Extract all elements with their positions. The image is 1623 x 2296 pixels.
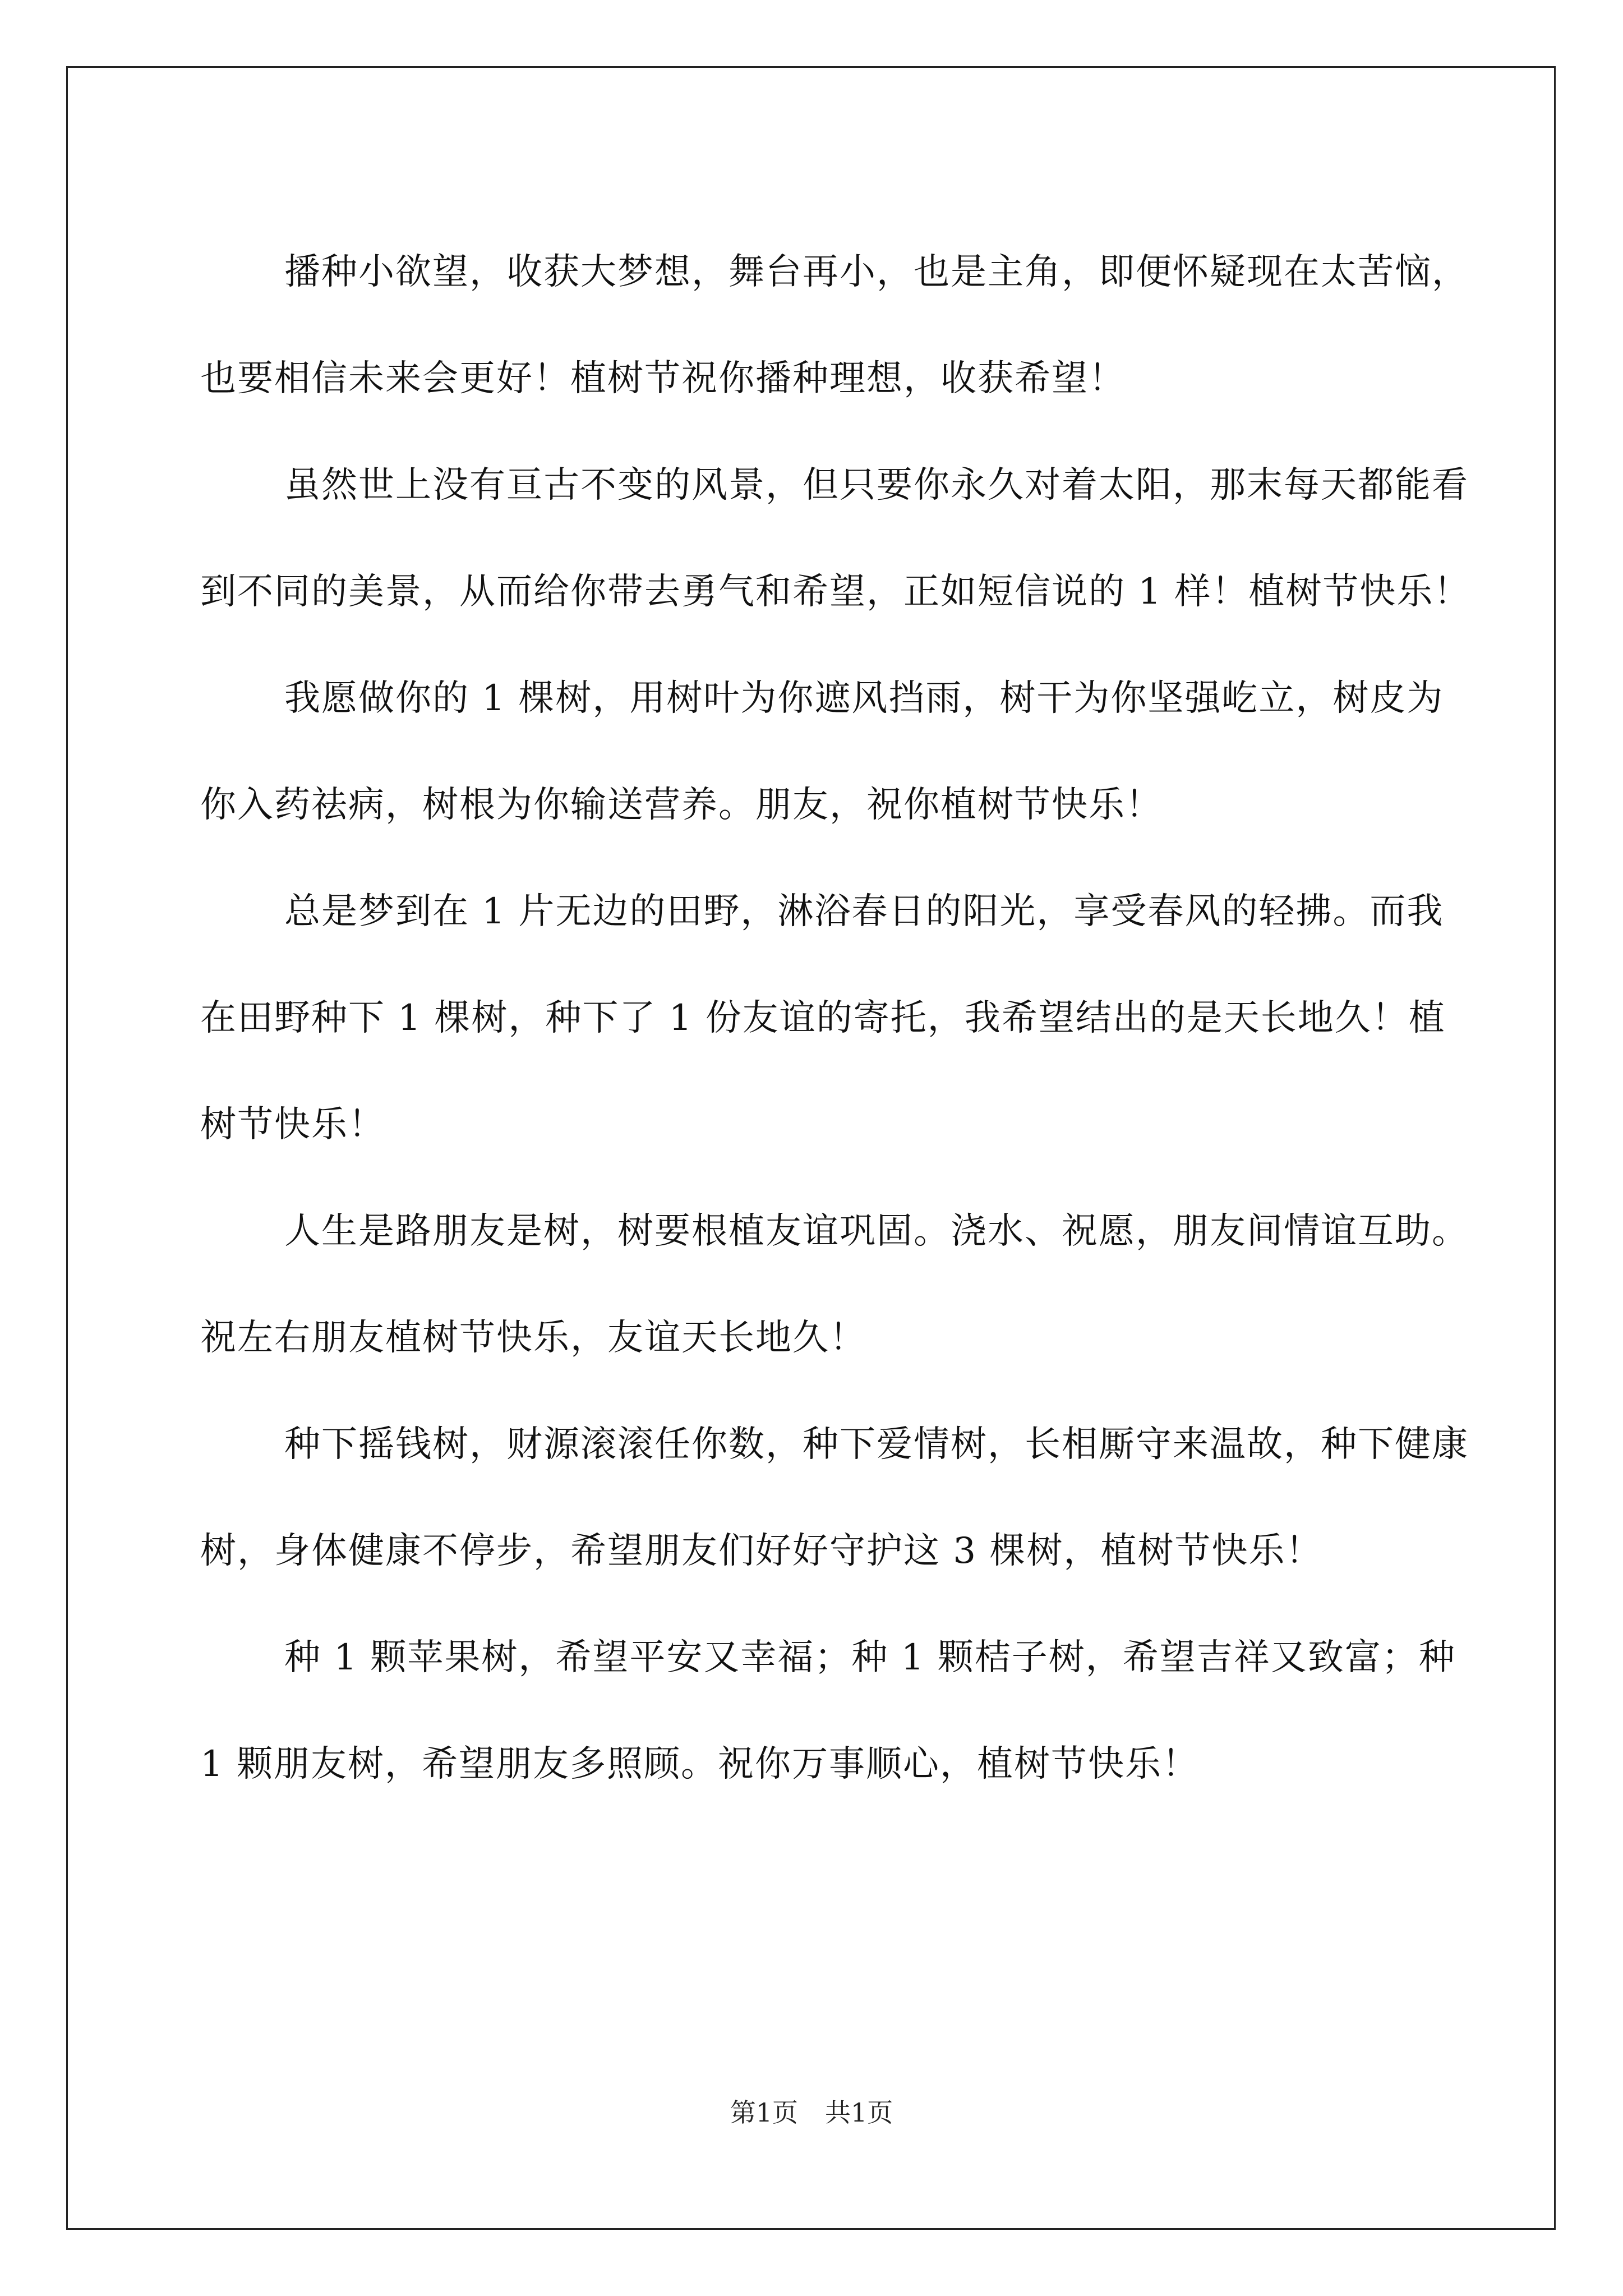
paragraph-7: 种 1 颗苹果树，希望平安又幸福；种 1 颗桔子树，希望吉祥又致富；种 1 颗朋友树，希望朋友多照顾。祝你万事顺心，植树节快乐！ — [200, 1637, 1456, 1785]
paragraph-6: 种下摇钱树，财源滚滚任你数，种下爱情树，长相厮守来温故，种下健康树，身体健康不停步，希望朋友们好好守护这 3 棵树，植树节快乐！ — [200, 1424, 1469, 1572]
paragraph-2: 虽然世上没有亘古不变的风景，但只要你永久对着太阳，那末每天都能看到不同的美景，从而给你带去勇气和希望，正如短信说的 1 样！植树节快乐！ — [200, 464, 1471, 613]
page-number-current: 第1页 — [730, 2097, 798, 2128]
paragraph-5: 人生是路朋友是树，树要根植友谊巩固。浇水、祝愿，朋友间情谊互助。祝左右朋友植树节快乐，友谊天长地久！ — [200, 1211, 1469, 1359]
page-number-total: 共1页 — [825, 2097, 893, 2128]
paragraph-3: 我愿做你的 1 棵树，用树叶为你遮风挡雨，树干为你坚强屹立，树皮为你入药祛病，树根为你输送营养。朋友，祝你植树节快乐！ — [200, 678, 1444, 826]
page-footer — [0, 2096, 1623, 2129]
paragraph-1: 播种小欲望，收获大梦想，舞台再小，也是主角，即便怀疑现在太苦恼，也要相信未来会更好！植树节祝你播种理想，收获希望！ — [200, 251, 1469, 399]
document-body — [200, 219, 1473, 1818]
paragraph-4: 总是梦到在 1 片无边的田野，淋浴春日的阳光，享受春风的轻拂。而我在田野种下 1 棵树，种下了 1 份友谊的寄托，我希望结出的是天长地久！植树节快乐！ — [200, 891, 1446, 1145]
